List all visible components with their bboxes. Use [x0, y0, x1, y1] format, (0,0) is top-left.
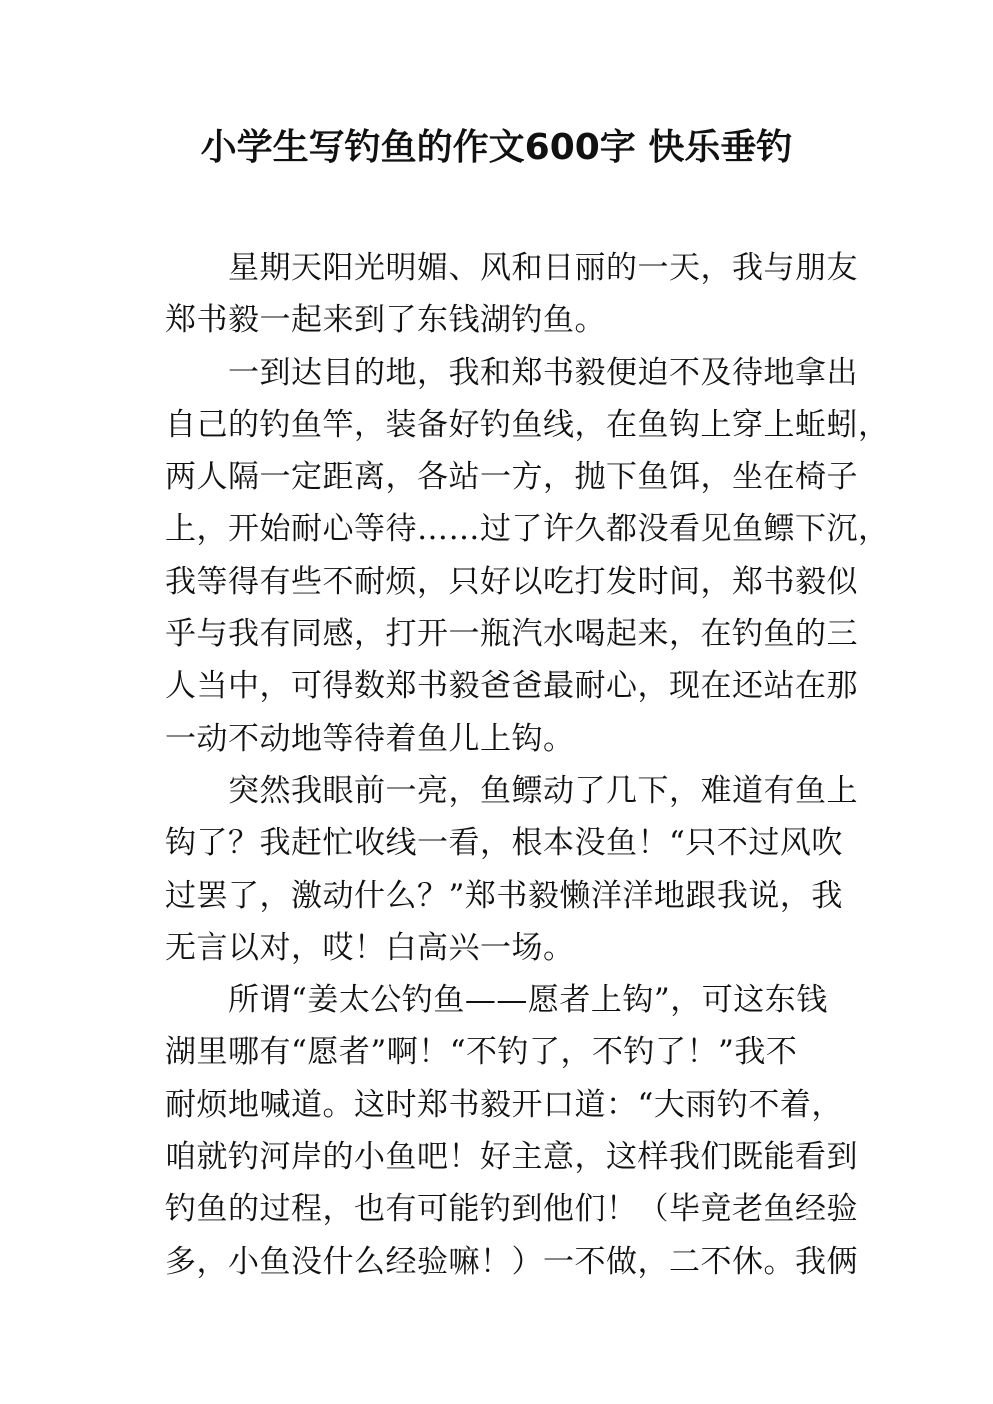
text-line: 咱就钓河岸的小鱼吧！好主意，这样我们既能看到: [165, 1139, 858, 1176]
document-body: [165, 242, 890, 1288]
text-line: 无言以对，哎！白高兴一场。: [165, 929, 575, 966]
text-line: 两人隔一定距离，各站一方，抛下鱼饵，坐在椅子: [165, 459, 858, 496]
text-line: 突然我眼前一亮，鱼鳔动了几下，难道有鱼上: [228, 772, 858, 809]
text-line: 钓鱼的过程，也有可能钓到他们！（毕竟老鱼经验: [165, 1191, 858, 1228]
text-line: 钩了？我赶忙收线一看，根本没鱼！“只不过风吹: [165, 825, 843, 862]
text-line: 耐烦地喊道。这时郑书毅开口道：“大雨钓不着，: [165, 1086, 843, 1123]
document-title: 小学生写钓鱼的作文600字 快乐垂钓: [200, 127, 793, 168]
text-line: 乎与我有同感，打开一瓶汽水喝起来，在钓鱼的三: [165, 616, 858, 653]
text-line: 湖里哪有“愿者”啊！“不钓了，不钓了！”我不: [165, 1034, 798, 1071]
text-line: 多，小鱼没什么经验嘛！）一不做，二不休。我俩: [165, 1243, 858, 1280]
text-line: 自己的钓鱼竿，装备好钓鱼线，在鱼钩上穿上蚯蚓，: [165, 406, 890, 443]
text-line: 人当中，可得数郑书毅爸爸最耐心，现在还站在那: [165, 668, 858, 705]
text-line: 所谓“姜太公钓鱼——愿者上钩”，可这东钱: [228, 982, 828, 1019]
text-line: 过罢了，激动什么？”郑书毅懒洋洋地跟我说，我: [165, 877, 843, 914]
text-line: 一到达目的地，我和郑书毅便迫不及待地拿出: [228, 354, 858, 391]
text-line: 上，开始耐心等待……过了许久都没看见鱼鳔下沉，: [165, 511, 890, 548]
text-line: 一动不动地等待着鱼儿上钩。: [165, 720, 575, 757]
text-line: 星期天阳光明媚、风和日丽的一天，我与朋友: [228, 250, 858, 286]
text-line: 郑书毅一起来到了东钱湖钓鱼。: [165, 302, 606, 339]
text-line: 我等得有些不耐烦，只好以吃打发时间，郑书毅似: [165, 563, 858, 600]
